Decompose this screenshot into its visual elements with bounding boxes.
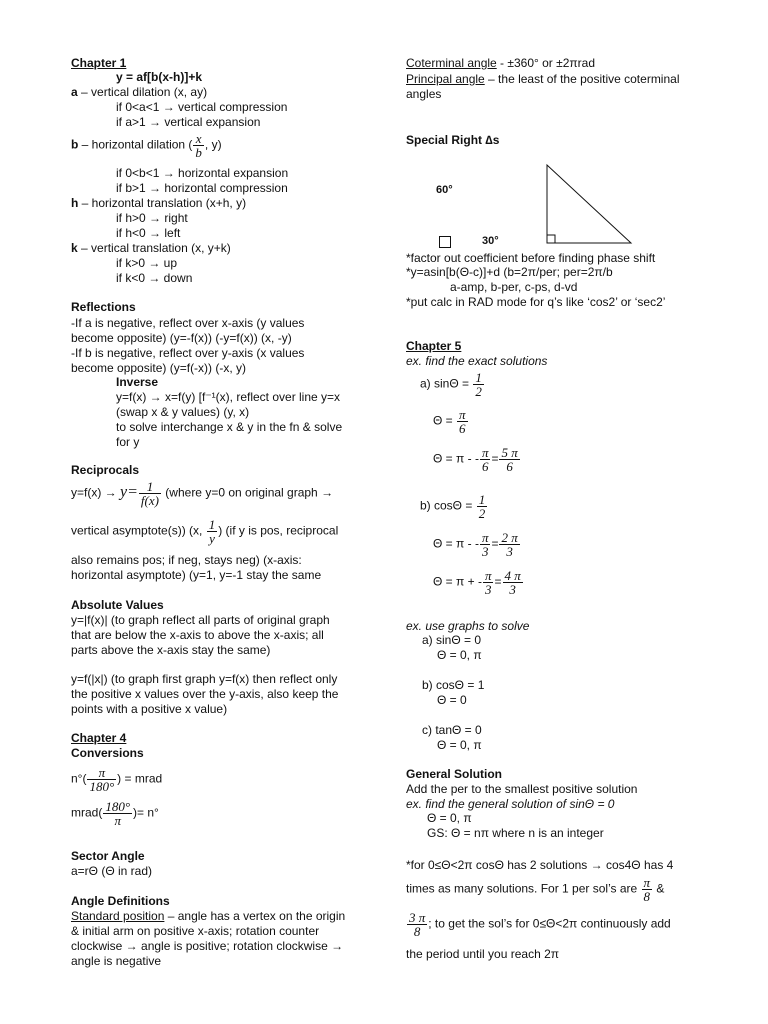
b-cos-line: b) cosΘ = $\frac{1}{2}$ — [420, 492, 486, 521]
transform-formula: y = af[b(x-h)]+k — [116, 70, 203, 84]
footnote-1: *for 0≤Θ<2π cosΘ has 2 solutions → cos4Θ has 4 — [406, 858, 674, 872]
inv-3: to solve interchange x & y in the fn & solve — [116, 420, 343, 434]
reflections-heading: Reflections — [71, 300, 136, 314]
abs-5: the positive x values over the y-axis, also keep the — [71, 687, 339, 701]
gen-2: Θ = 0, π — [427, 811, 472, 825]
std-2: & initial arm on positive x-axis; rotation counter — [71, 924, 320, 938]
footnote-3: $\frac{3 \pi}{8}$ ; to get the sol’s for 0≤Θ<2π continuously add — [409, 910, 671, 939]
abs-4: y=f(|x|) (to graph first graph y=f(x) then reflect only — [71, 672, 338, 686]
recip-4: horizontal asymptote) (y=1, y=-1 stay the same — [71, 568, 322, 582]
special-right-triangles-heading: Special Right ∆s — [406, 133, 500, 147]
recip-line-1: y=f(x) → y= $\frac{1}{f(x)}$ (where y=0 on original graph → — [71, 479, 334, 508]
inverse-heading: Inverse — [116, 375, 159, 389]
theta-4pi-3: Θ = π + - $\frac{\pi}{3}$ = $\frac{4 \pi}{3}$ — [433, 568, 521, 597]
graph-b-1: b) cosΘ = 1 — [422, 678, 485, 692]
inv-1: y=f(x) → x=f(y) [f⁻¹(x), reflect over line y=x — [116, 390, 341, 404]
graph-c-1: c) tanΘ = 0 — [422, 723, 482, 737]
general-solution-heading: General Solution — [406, 767, 503, 781]
graph-c-2: Θ = 0, π — [437, 738, 482, 752]
graph-a-1: a) sinΘ = 0 — [422, 633, 482, 647]
std-3: clockwise → angle is positive; rotation clockwise → — [71, 939, 344, 953]
b-line: b – horizontal dilation ( $\frac{x}{b}$ , y) — [71, 131, 222, 160]
abs-1: y=|f(x)| (to graph reflect all parts of original graph — [71, 613, 330, 627]
note-2: *y=asin[b(Θ-c)]+d (b=2π/per; per=2π/b — [406, 265, 613, 279]
label-60: 60° — [436, 184, 453, 196]
chapter-5-heading: Chapter 5 — [406, 339, 462, 353]
conv-line-2: mrad( $\frac{180^\circ}{\pi}$ )= n° — [71, 799, 159, 828]
h-if-2: if h<0 → left — [116, 226, 181, 240]
a-if-2: if a>1 → vertical expansion — [116, 115, 261, 129]
coterminal-line: Coterminal angle - ±360° or ±2πrad — [406, 56, 596, 70]
inv-2: (swap x & y values) (y, x) — [116, 405, 250, 419]
k-if-2: if k<0 → down — [116, 271, 193, 285]
refl-4: become opposite) (y=f(-x)) (-x, y) — [71, 361, 247, 375]
a-if-1: if 0<a<1 → vertical compression — [116, 100, 288, 114]
conversions-heading: Conversions — [71, 746, 144, 760]
note-1: *factor out coefficient before finding phase shift — [406, 251, 656, 265]
graph-a-2: Θ = 0, π — [437, 648, 482, 662]
recip-3: also remains pos; if neg, stays neg) (x-axis: — [71, 553, 302, 567]
chapter-4-heading: Chapter 4 — [71, 731, 127, 745]
principal-line: Principal angle – the least of the positive coterminal — [406, 72, 680, 86]
sector-1: a=rΘ (Θ in rad) — [71, 864, 153, 878]
reciprocals-heading: Reciprocals — [71, 463, 140, 477]
b-if-2: if b>1 → horizontal compression — [116, 181, 288, 195]
chapter-1-heading: Chapter 1 — [71, 56, 127, 70]
b-if-1: if 0<b<1 → horizontal expansion — [116, 166, 289, 180]
note-3: a-amp, b-per, c-ps, d-vd — [450, 280, 578, 294]
angle-definitions-heading: Angle Definitions — [71, 894, 170, 908]
h-if-1: if h>0 → right — [116, 211, 188, 225]
sector-angle-heading: Sector Angle — [71, 849, 145, 863]
a-line: a – vertical dilation (x, ay) — [71, 85, 208, 99]
inv-4: for y — [116, 435, 140, 449]
theta-5pi-6: Θ = π - - $\frac{\pi}{6}$ = $\frac{5 \pi}{6}$ — [433, 445, 518, 474]
refl-3: -If b is negative, reflect over y-axis (x values — [71, 346, 305, 360]
absolute-values-heading: Absolute Values — [71, 598, 164, 612]
right-triangle-diagram — [544, 162, 634, 246]
footnote-2: times as many solutions. For 1 per sol’s are $\frac{\pi}{8}$ & — [406, 875, 665, 904]
k-line: k – vertical translation (x, y+k) — [71, 241, 231, 255]
abs-3: parts above the x-axis stay the same) — [71, 643, 271, 657]
refl-2: become opposite) (y=-f(x)) (-y=f(x)) (x, -y) — [71, 331, 292, 345]
gen-example: ex. find the general solution of sinΘ = 0 — [406, 797, 615, 811]
theta-2pi-3: Θ = π - - $\frac{\pi}{3}$ = $\frac{2 \pi}{3}$ — [433, 530, 518, 559]
abs-6: points with a positive x value) — [71, 702, 228, 716]
example-2: ex. use graphs to solve — [406, 619, 530, 633]
std-line-1: Standard position – angle has a vertex on the origin — [71, 909, 346, 923]
gen-1: Add the per to the smallest positive solution — [406, 782, 638, 796]
footnote-4: the period until you reach 2π — [406, 947, 560, 961]
recip-line-2: vertical asymptote(s)) (x, $\frac{1}{y}$ ) (if y is pos, reciprocal — [71, 517, 339, 546]
note-4: *put calc in RAD mode for q’s like ‘cos2’ or ‘sec2’ — [406, 295, 666, 309]
example-1: ex. find the exact solutions — [406, 354, 548, 368]
h-line: h – horizontal translation (x+h, y) — [71, 196, 247, 210]
gen-3: GS: Θ = nπ where n is an integer — [427, 826, 604, 840]
a-sin-line: a) sinΘ = $\frac{1}{2}$ — [420, 370, 482, 399]
principal-2: angles — [406, 87, 442, 101]
right-angle-square-icon — [439, 236, 451, 248]
refl-1: -If a is negative, reflect over x-axis (y values — [71, 316, 305, 330]
graph-b-2: Θ = 0 — [437, 693, 467, 707]
theta-pi-6: Θ = $\frac{\pi}{6}$ — [433, 407, 466, 436]
conv-line-1: n°( $\frac{\pi}{180^\circ}$ ) = mrad — [71, 765, 163, 794]
abs-2: that are below the x-axis to above the x-axis; all — [71, 628, 324, 642]
label-30: 30° — [482, 235, 499, 247]
std-4: angle is negative — [71, 954, 162, 968]
k-if-1: if k>0 → up — [116, 256, 178, 270]
